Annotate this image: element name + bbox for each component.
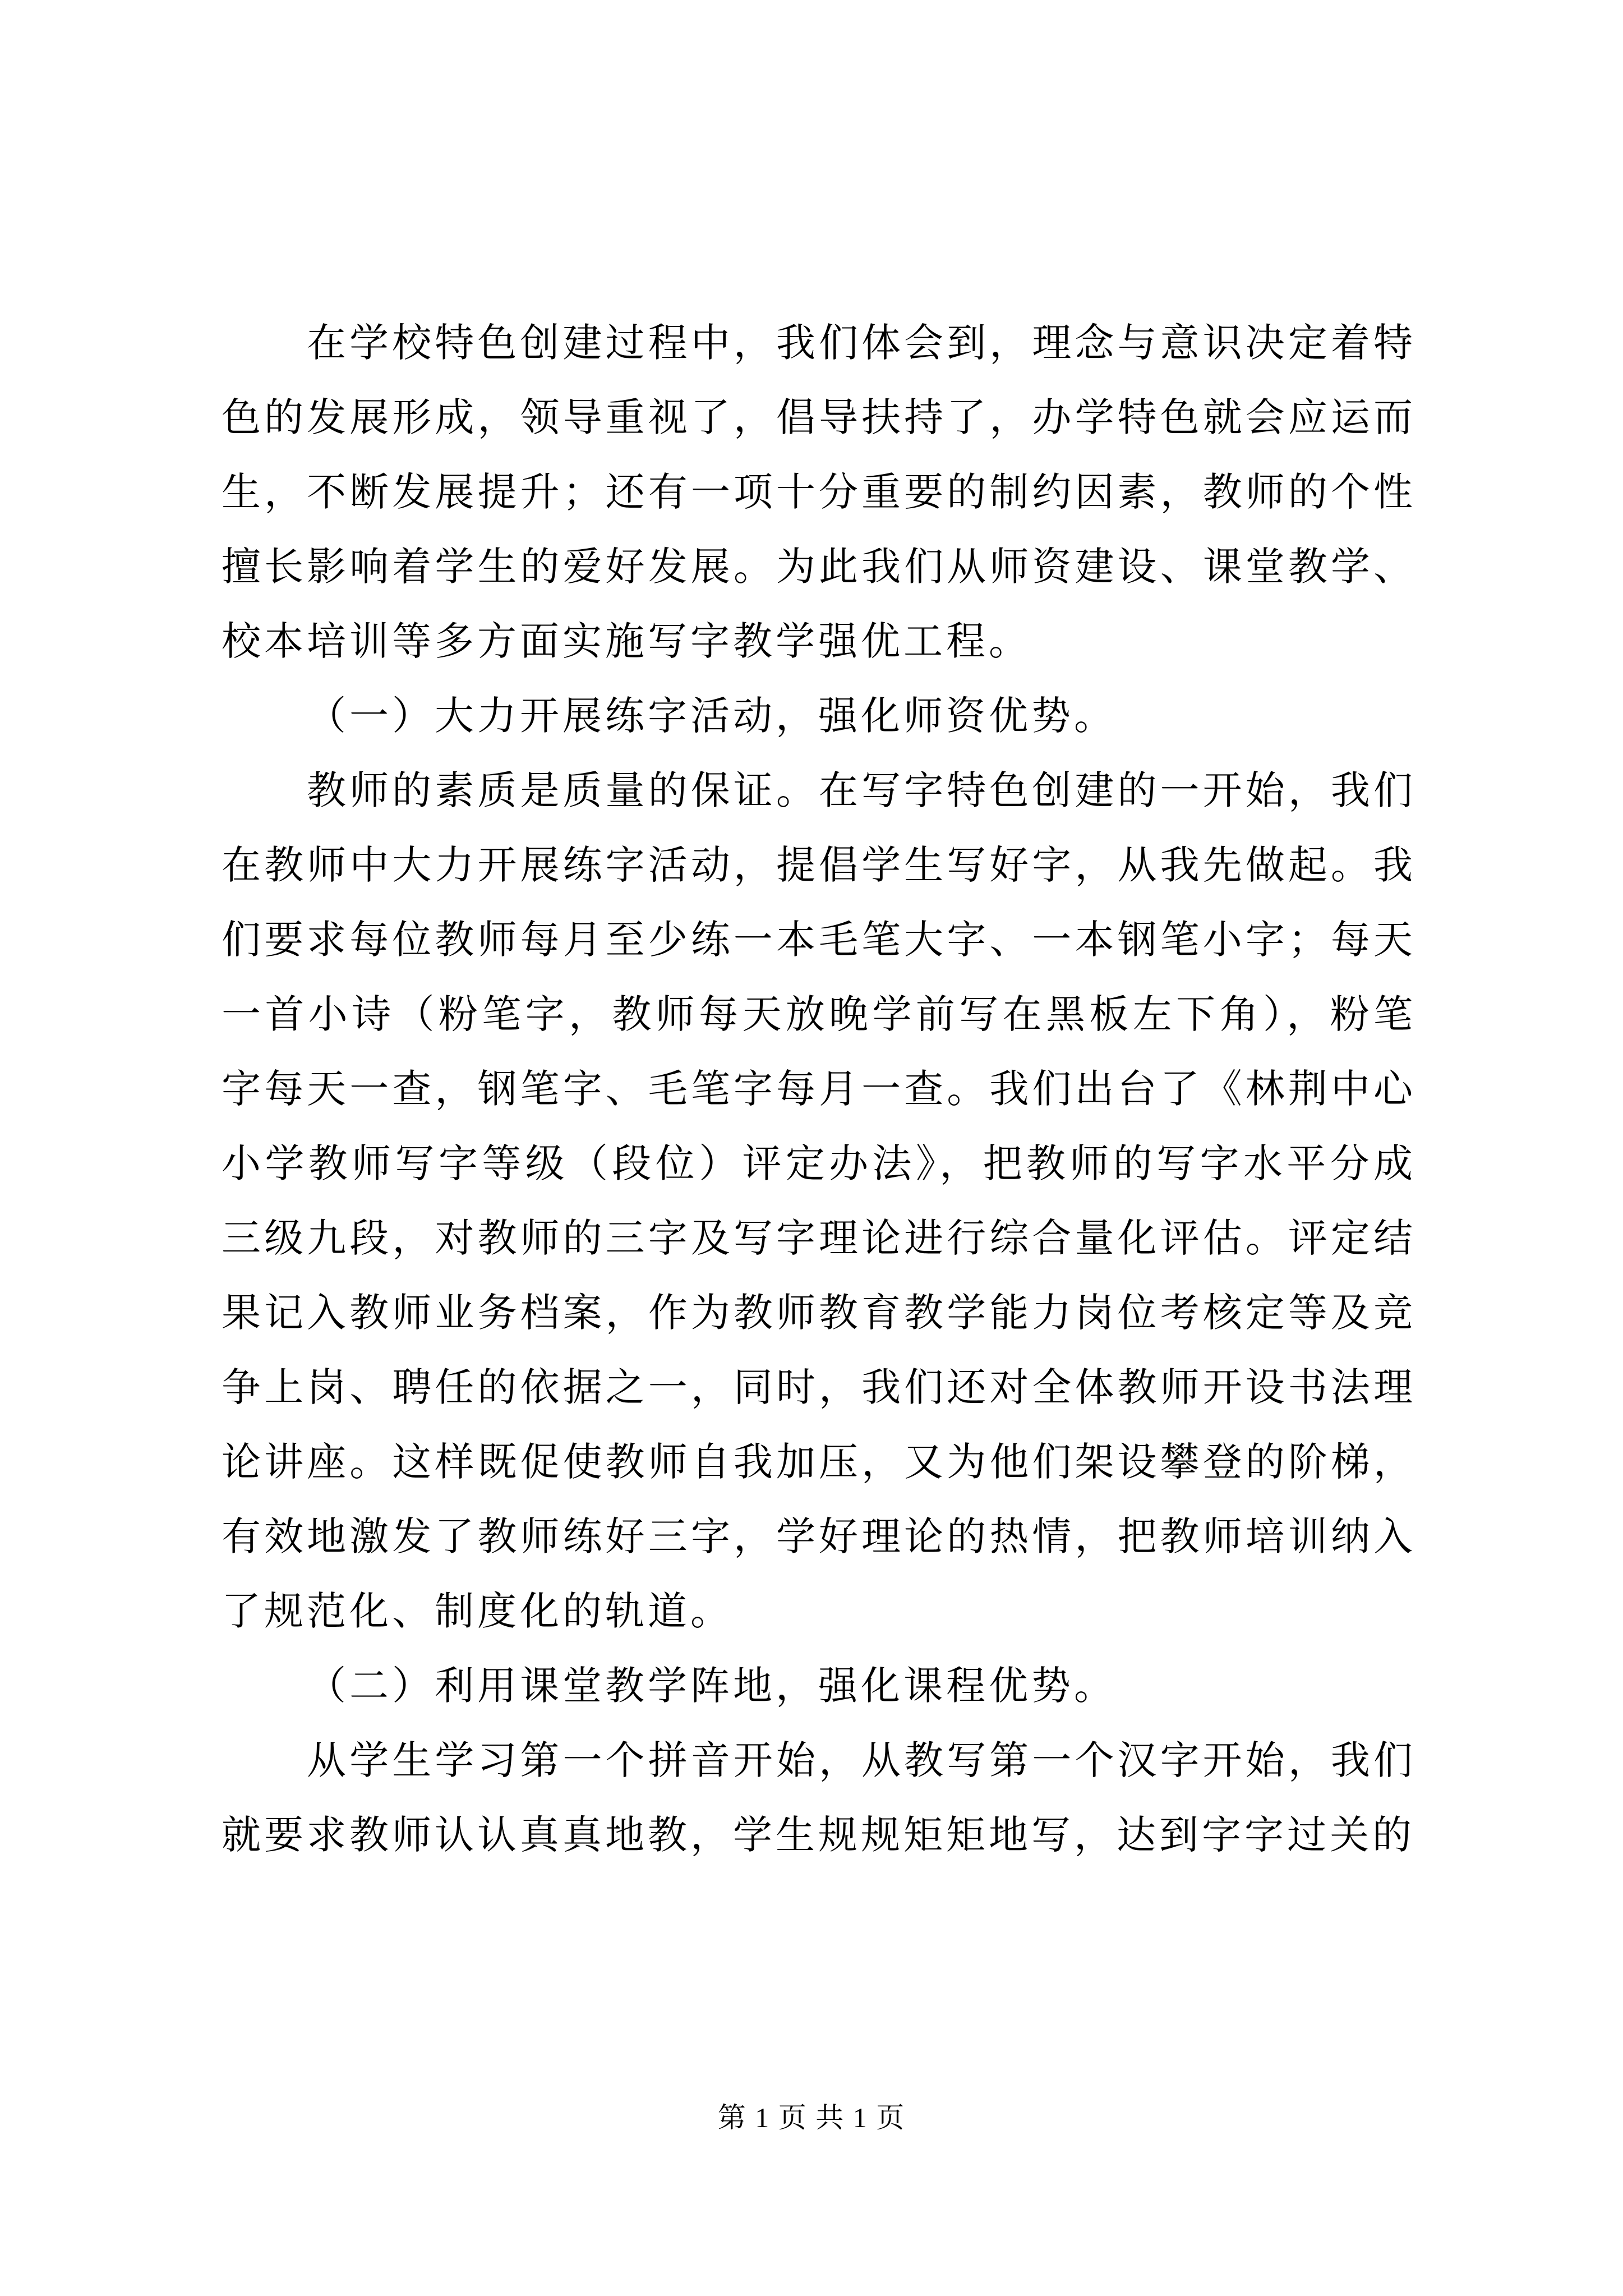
paragraph-classroom: 从学生学习第一个拼音开始，从教写第一个汉字开始，我们就要求教师认认真真地教，学生规规矩矩地写，达到字字过关的 <box>222 1737 1416 1858</box>
document-body <box>222 306 1416 2033</box>
paragraph-teacher-training: 教师的素质是质量的保证。在写字特色创建的一开始，我们在教师中大力开展练字活动，提倡学生写好字，从我先做起。我们要求每位教师每月至少练一本毛笔大字、一本钢笔小字；每天一首小诗（粉笔字，教师每天放晚学前写在黑板左下角），粉笔字每天一查，钢笔字、毛笔字每月一查。我们出台了《林荆中心小学教师写字等级（段位）评定办法》，把教师的写字水平分成三级九段，对教师的三字及写字理论进行综合量化评估。评定结果记入教师业务档案，作为教师教育教学能力岗位考核定等及竞争上岗、聘任的依据之一，同时，我们还对全体教师开设书法理论讲座。这样既促使教师自我加压，又为他们架设攀登的阶梯，有效地激发了教师练好三字，学好理论的热情，把教师培训纳入了规范化、制度化的轨道。 <box>222 767 1416 1634</box>
section-heading-1: （一）大力开展练字活动，强化师资优势。 <box>307 693 1117 739</box>
page-footer: 第 1 页 共 1 页 <box>717 2102 906 2133</box>
paragraph-intro: 在学校特色创建过程中，我们体会到，理念与意识决定着特色的发展形成，领导重视了，倡导扶持了，办学特色就会应运而生，不断发展提升；还有一项十分重要的制约因素，教师的个性擅长影响着学生的爱好发展。为此我们从师资建设、课堂教学、校本培训等多方面实施写字教学强优工程。 <box>222 320 1416 664</box>
section-heading-2: （二）利用课堂教学阵地，强化课程优势。 <box>307 1663 1117 1709</box>
